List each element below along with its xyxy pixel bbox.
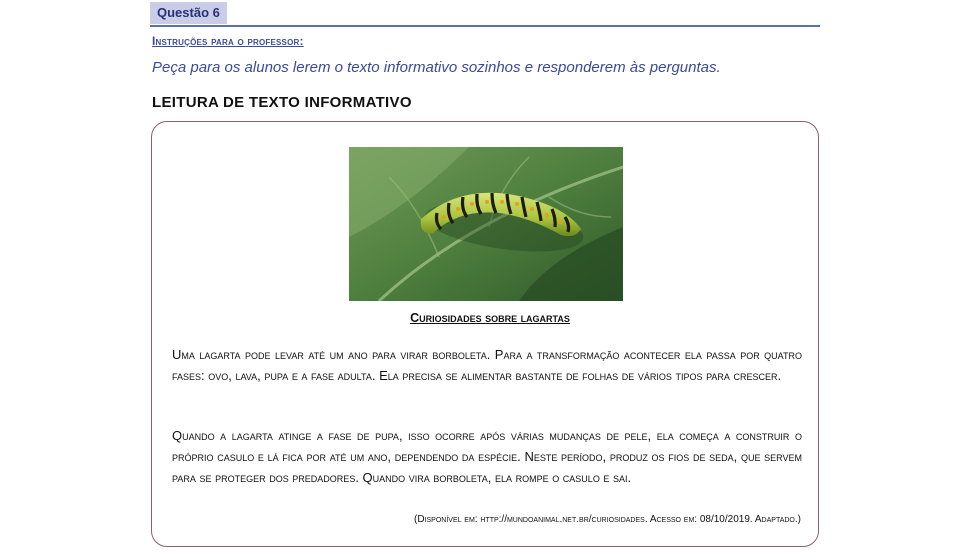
- question-badge: Questão 6: [150, 2, 227, 24]
- caterpillar-photo: [349, 147, 623, 301]
- source-citation: (Disponível em: http://mundoanimal.net.br/curiosidades. Acesso em: 08/10/2019. Adaptado.): [414, 514, 801, 525]
- instructions-heading: Instruções para o professor:: [152, 34, 304, 48]
- section-title: LEITURA DE TEXTO INFORMATIVO: [152, 94, 412, 111]
- question-divider: [150, 25, 820, 27]
- reading-paragraph-1: Uma lagarta pode levar até um ano para virar borboleta. Para a transformação acontecer ela passa por quatro fases: ovo, lava, pupa e a fase adulta. Ela precisa se alimentar bastante de folhas de vários tipos para crescer.: [172, 347, 802, 383]
- instructions-text: Peça para os alunos lerem o texto informativo sozinhos e responderem às perguntas.: [152, 59, 721, 76]
- reading-paragraph-2: Quando a lagarta atinge a fase de pupa, isso ocorre após várias mudanças de pele, ela começa a construir o próprio casulo e lá fica por até um ano, dependendo da espécie. Neste período, produz os fios de seda, que servem para se proteger dos predadores. Quando vira borboleta, ela rompe o casulo e sai.: [172, 428, 802, 485]
- reading-title: Curiosidades sobre lagartas: [410, 311, 570, 325]
